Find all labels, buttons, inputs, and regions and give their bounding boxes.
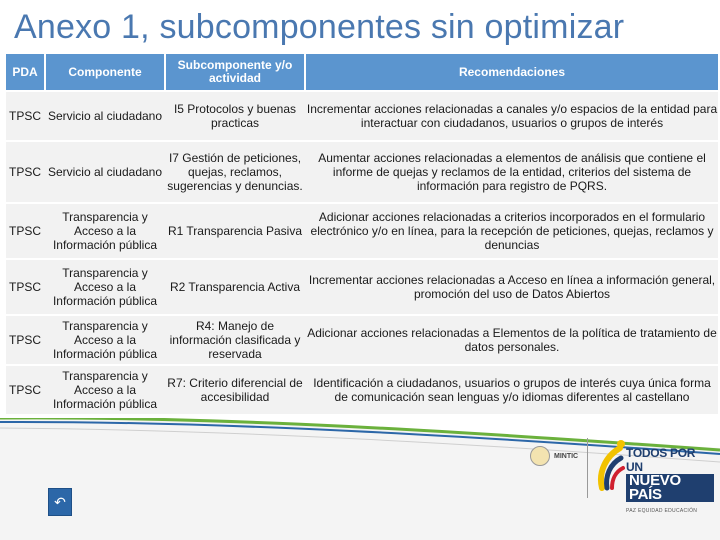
table-row [6,92,718,140]
cell-subcomponente: R1 Transparencia Pasiva [167,224,303,238]
pais-line3: PAZ EQUIDAD EDUCACIÓN [626,508,698,514]
cell-pda: TPSC [8,333,41,347]
header-recomendaciones: Recomendaciones [306,54,718,90]
cell-subcomponente: R4: Manejo de información clasificada y reservada [169,319,301,361]
cell-subcomponente: R2 Transparencia Activa [169,280,301,294]
cell-componente: Transparencia y Acceso a la Información pública [52,266,158,308]
cell-pda: TPSC [8,165,41,179]
todos-por-un-nuevo-pais-logo [596,434,714,514]
header-componente: Componente [46,54,164,90]
cell-recomendacion: Aumentar acciones relacionadas a elementos de análisis que contiene el informe de quejas y reclamos de la entidad, criterios del sistema de información para registro de PQRS. [318,151,706,193]
pais-line2: NUEVO PAÍS [626,474,714,502]
cell-componente: Transparencia y Acceso a la Información pública [52,369,158,411]
cell-componente: Servicio al ciudadano [47,165,163,179]
cell-recomendacion: Incrementar acciones relacionadas a Acceso en línea a información general, promoción del uso de Datos Abiertos [308,273,716,301]
table-row [6,260,718,314]
cell-pda: TPSC [8,109,41,123]
header-subcomponente: Subcomponente y/o actividad [166,54,304,90]
cell-recomendacion: Adicionar acciones relacionadas a Elementos de la política de tratamiento de datos personales. [307,326,717,354]
cell-pda: TPSC [8,224,41,238]
header-pda: PDA [6,54,44,90]
cell-subcomponente: I5 Protocolos y buenas practicas [173,102,297,130]
logo-divider [587,438,588,498]
table-row [6,316,718,364]
table-row [6,204,718,258]
slide-title: Anexo 1, subcomponentes sin optimizar [14,8,625,46]
cell-componente: Transparencia y Acceso a la Información pública [52,210,158,252]
cell-componente: Transparencia y Acceso a la Información pública [52,319,158,361]
mintic-label: MINTIC [554,452,579,460]
cell-recomendacion: Incrementar acciones relacionadas a canales y/o espacios de la entidad para interactuar con ciudadanos, usuarios o grupos de interés [306,102,718,130]
cell-recomendacion: Identificación a ciudadanos, usuarios o grupos de interés cuya única forma de comunicación sean lenguas y/o idiomas diferentes al castellano [313,376,711,404]
colombia-seal-icon [530,446,550,466]
pais-line1: TODOS POR UN [626,446,696,474]
mintic-logo [530,446,578,466]
back-arrow-icon[interactable]: ↶ [48,488,72,516]
table-row [6,142,718,202]
cell-subcomponente: I7 Gestión de peticiones, quejas, reclamos, sugerencias y denuncias. [167,151,303,193]
cell-recomendacion: Adicionar acciones relacionadas a criterios incorporados en el formulario electrónico y/o en línea, para la recepción de peticiones, quejas, reclamos y denuncias [310,210,714,252]
cell-pda: TPSC [8,280,41,294]
cell-pda: TPSC [8,383,41,397]
table-row [6,366,718,414]
cell-subcomponente: R7: Criterio diferencial de accesibilidad [167,376,303,404]
pais-figure-icon [596,438,626,494]
cell-componente: Servicio al ciudadano [47,109,163,123]
